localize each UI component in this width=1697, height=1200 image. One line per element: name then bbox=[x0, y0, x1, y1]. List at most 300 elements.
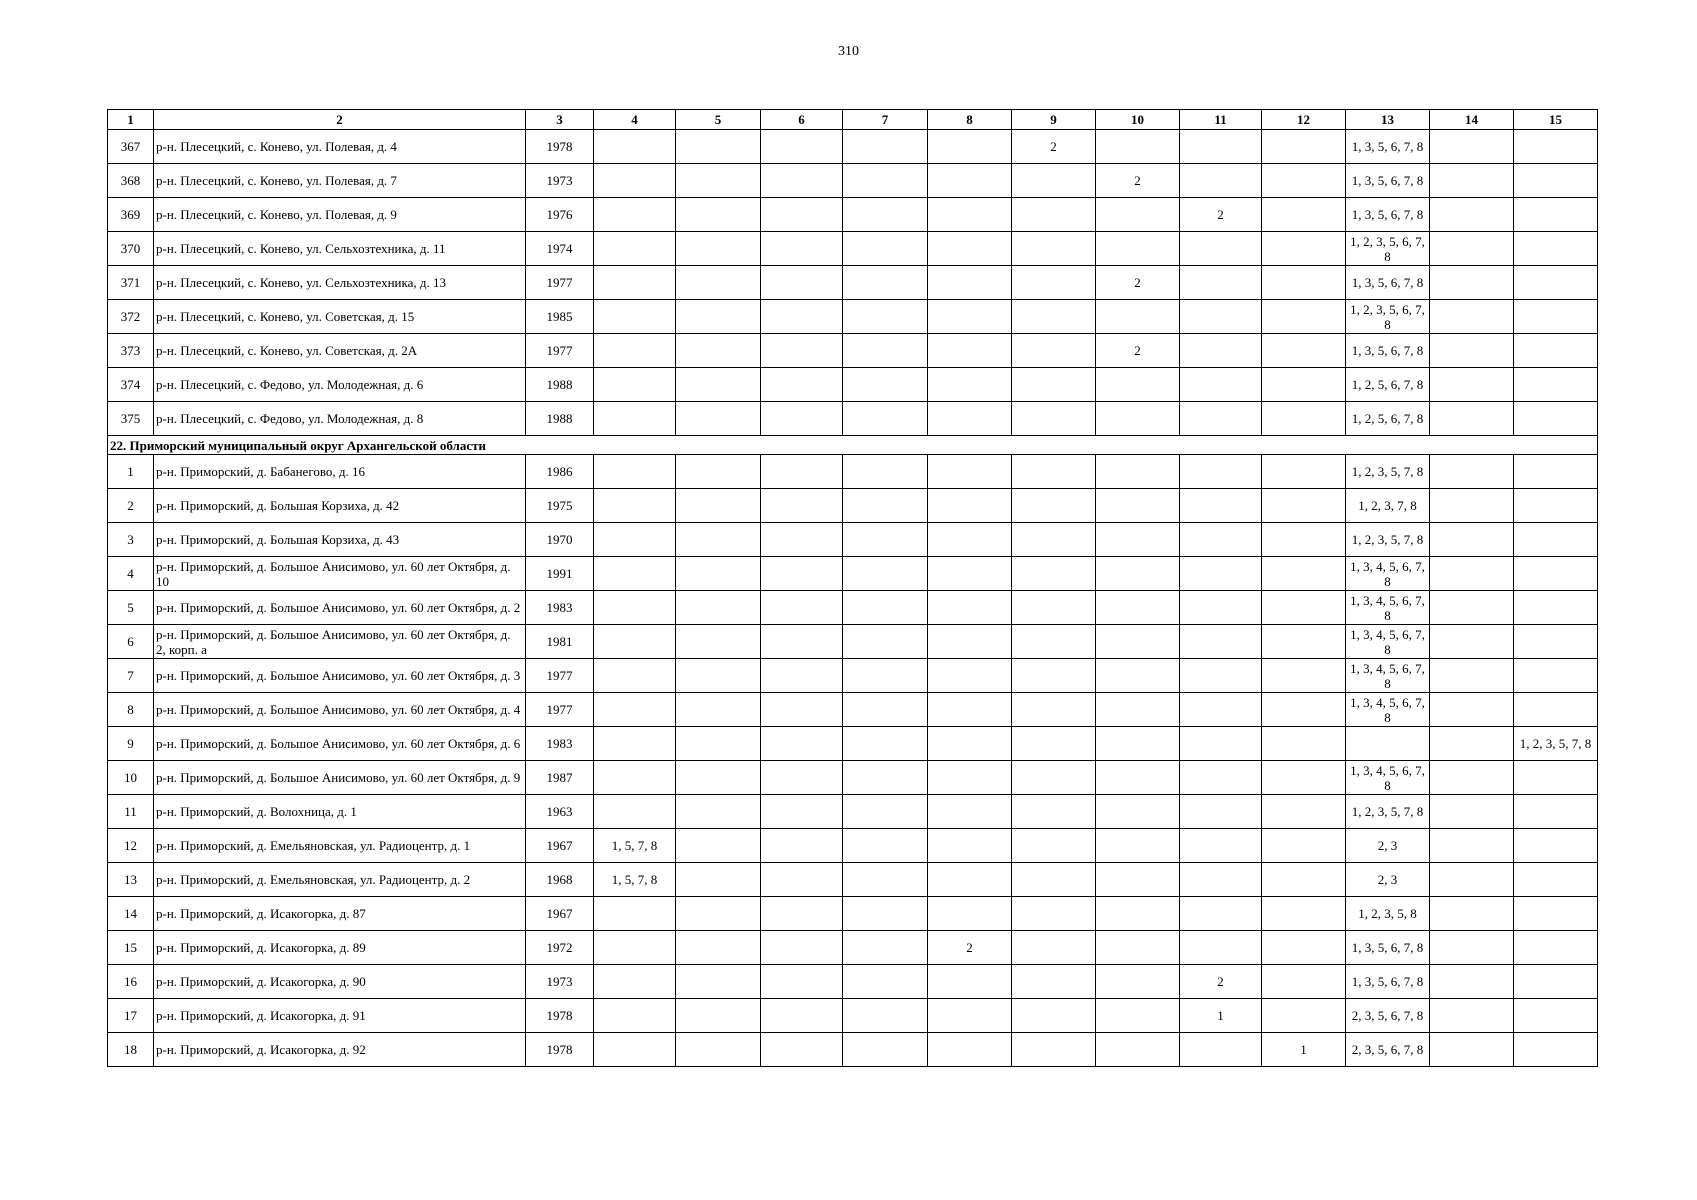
table-body bbox=[108, 130, 1598, 1067]
cell-c10 bbox=[1096, 659, 1180, 693]
cell-year: 1963 bbox=[526, 795, 594, 829]
cell-year: 1967 bbox=[526, 829, 594, 863]
cell-c15 bbox=[1514, 455, 1598, 489]
cell-year: 1968 bbox=[526, 863, 594, 897]
cell-c10 bbox=[1096, 829, 1180, 863]
cell-c6 bbox=[761, 965, 843, 999]
cell-c9 bbox=[1012, 334, 1096, 368]
table-row bbox=[108, 130, 1598, 164]
cell-c11 bbox=[1180, 164, 1262, 198]
cell-c10 bbox=[1096, 402, 1180, 436]
cell-num: 9 bbox=[108, 727, 154, 761]
cell-c4 bbox=[594, 931, 676, 965]
cell-c8 bbox=[928, 368, 1012, 402]
cell-c7 bbox=[843, 761, 928, 795]
cell-c4 bbox=[594, 130, 676, 164]
cell-c14 bbox=[1430, 829, 1514, 863]
column-header-4: 4 bbox=[594, 110, 676, 130]
cell-c15 bbox=[1514, 1033, 1598, 1067]
cell-c15 bbox=[1514, 999, 1598, 1033]
cell-c6 bbox=[761, 591, 843, 625]
cell-c8 bbox=[928, 232, 1012, 266]
cell-c10 bbox=[1096, 761, 1180, 795]
cell-c9 bbox=[1012, 455, 1096, 489]
cell-c12 bbox=[1262, 897, 1346, 931]
cell-c6 bbox=[761, 266, 843, 300]
cell-c5 bbox=[676, 266, 761, 300]
cell-c7 bbox=[843, 965, 928, 999]
cell-num: 14 bbox=[108, 897, 154, 931]
cell-c13: 1, 3, 5, 6, 7, 8 bbox=[1346, 931, 1430, 965]
cell-c4 bbox=[594, 402, 676, 436]
cell-num: 5 bbox=[108, 591, 154, 625]
cell-c14 bbox=[1430, 897, 1514, 931]
cell-address: р-н. Приморский, д. Большое Анисимово, ул. 60 лет Октября, д. 6 bbox=[154, 727, 526, 761]
cell-c6 bbox=[761, 659, 843, 693]
cell-c6 bbox=[761, 455, 843, 489]
cell-address: р-н. Приморский, д. Бабанегово, д. 16 bbox=[154, 455, 526, 489]
cell-c11 bbox=[1180, 625, 1262, 659]
cell-c5 bbox=[676, 334, 761, 368]
cell-address: р-н. Плесецкий, с. Конево, ул. Полевая, д. 4 bbox=[154, 130, 526, 164]
cell-c13: 1, 2, 3, 5, 7, 8 bbox=[1346, 795, 1430, 829]
cell-c14 bbox=[1430, 300, 1514, 334]
cell-num: 369 bbox=[108, 198, 154, 232]
cell-c14 bbox=[1430, 761, 1514, 795]
cell-c10 bbox=[1096, 693, 1180, 727]
page-number: 310 bbox=[838, 44, 859, 59]
cell-c4 bbox=[594, 300, 676, 334]
cell-c15 bbox=[1514, 897, 1598, 931]
cell-num: 2 bbox=[108, 489, 154, 523]
cell-c4 bbox=[594, 334, 676, 368]
cell-c10: 2 bbox=[1096, 334, 1180, 368]
cell-c10 bbox=[1096, 1033, 1180, 1067]
cell-c8 bbox=[928, 402, 1012, 436]
cell-c10 bbox=[1096, 625, 1180, 659]
cell-num: 17 bbox=[108, 999, 154, 1033]
cell-c5 bbox=[676, 829, 761, 863]
cell-year: 1981 bbox=[526, 625, 594, 659]
table-row bbox=[108, 402, 1598, 436]
cell-year: 1988 bbox=[526, 402, 594, 436]
cell-c12 bbox=[1262, 795, 1346, 829]
cell-c6 bbox=[761, 300, 843, 334]
cell-c5 bbox=[676, 232, 761, 266]
table-row bbox=[108, 965, 1598, 999]
cell-c6 bbox=[761, 557, 843, 591]
cell-c11 bbox=[1180, 897, 1262, 931]
cell-c7 bbox=[843, 232, 928, 266]
cell-c6 bbox=[761, 489, 843, 523]
cell-c13: 2, 3, 5, 6, 7, 8 bbox=[1346, 999, 1430, 1033]
table-row bbox=[108, 931, 1598, 965]
cell-c13: 1, 2, 3, 5, 7, 8 bbox=[1346, 523, 1430, 557]
cell-c9 bbox=[1012, 164, 1096, 198]
cell-c11: 2 bbox=[1180, 965, 1262, 999]
cell-c9 bbox=[1012, 829, 1096, 863]
cell-c9 bbox=[1012, 999, 1096, 1033]
table-row bbox=[108, 1033, 1598, 1067]
cell-c6 bbox=[761, 625, 843, 659]
column-header-15: 15 bbox=[1514, 110, 1598, 130]
cell-c5 bbox=[676, 402, 761, 436]
cell-c9 bbox=[1012, 523, 1096, 557]
cell-c10 bbox=[1096, 455, 1180, 489]
cell-c6 bbox=[761, 402, 843, 436]
cell-c12 bbox=[1262, 402, 1346, 436]
cell-address: р-н. Приморский, д. Исакогорка, д. 92 bbox=[154, 1033, 526, 1067]
cell-num: 7 bbox=[108, 659, 154, 693]
cell-c13 bbox=[1346, 727, 1430, 761]
table-row bbox=[108, 489, 1598, 523]
cell-c5 bbox=[676, 999, 761, 1033]
cell-c14 bbox=[1430, 931, 1514, 965]
cell-c4 bbox=[594, 897, 676, 931]
cell-c12 bbox=[1262, 761, 1346, 795]
cell-c6 bbox=[761, 1033, 843, 1067]
cell-c4 bbox=[594, 455, 676, 489]
cell-year: 1973 bbox=[526, 164, 594, 198]
cell-c8 bbox=[928, 266, 1012, 300]
cell-c14 bbox=[1430, 795, 1514, 829]
cell-c7 bbox=[843, 368, 928, 402]
cell-address: р-н. Приморский, д. Большая Корзиха, д. 42 bbox=[154, 489, 526, 523]
cell-c11 bbox=[1180, 557, 1262, 591]
cell-c10 bbox=[1096, 232, 1180, 266]
cell-c13: 1, 3, 4, 5, 6, 7, 8 bbox=[1346, 693, 1430, 727]
cell-c10 bbox=[1096, 489, 1180, 523]
cell-c9 bbox=[1012, 300, 1096, 334]
cell-c14 bbox=[1430, 198, 1514, 232]
cell-c15 bbox=[1514, 198, 1598, 232]
cell-year: 1978 bbox=[526, 130, 594, 164]
cell-address: р-н. Плесецкий, с. Конево, ул. Сельхозтехника, д. 13 bbox=[154, 266, 526, 300]
cell-c11 bbox=[1180, 727, 1262, 761]
cell-c15 bbox=[1514, 523, 1598, 557]
cell-c12 bbox=[1262, 266, 1346, 300]
cell-c14 bbox=[1430, 659, 1514, 693]
cell-year: 1974 bbox=[526, 232, 594, 266]
cell-c7 bbox=[843, 659, 928, 693]
cell-c5 bbox=[676, 1033, 761, 1067]
cell-c4 bbox=[594, 999, 676, 1033]
cell-num: 374 bbox=[108, 368, 154, 402]
cell-c4 bbox=[594, 489, 676, 523]
column-header-7: 7 bbox=[843, 110, 928, 130]
cell-address: р-н. Приморский, д. Емельяновская, ул. Радиоцентр, д. 2 bbox=[154, 863, 526, 897]
cell-c14 bbox=[1430, 523, 1514, 557]
cell-c5 bbox=[676, 130, 761, 164]
cell-c11 bbox=[1180, 334, 1262, 368]
cell-c14 bbox=[1430, 164, 1514, 198]
cell-c12 bbox=[1262, 232, 1346, 266]
cell-year: 1975 bbox=[526, 489, 594, 523]
cell-c11 bbox=[1180, 659, 1262, 693]
cell-c6 bbox=[761, 761, 843, 795]
cell-c11 bbox=[1180, 829, 1262, 863]
cell-c12 bbox=[1262, 999, 1346, 1033]
cell-c5 bbox=[676, 795, 761, 829]
cell-c11 bbox=[1180, 1033, 1262, 1067]
cell-c10 bbox=[1096, 130, 1180, 164]
cell-c15 bbox=[1514, 334, 1598, 368]
cell-c8 bbox=[928, 455, 1012, 489]
cell-c13: 1, 2, 5, 6, 7, 8 bbox=[1346, 368, 1430, 402]
cell-year: 1987 bbox=[526, 761, 594, 795]
cell-c15 bbox=[1514, 965, 1598, 999]
cell-num: 372 bbox=[108, 300, 154, 334]
section-title: 22. Приморский муниципальный округ Архангельской области bbox=[108, 436, 1598, 455]
cell-c4 bbox=[594, 368, 676, 402]
cell-c15 bbox=[1514, 164, 1598, 198]
cell-c10 bbox=[1096, 965, 1180, 999]
table-row bbox=[108, 727, 1598, 761]
cell-c11 bbox=[1180, 402, 1262, 436]
cell-c5 bbox=[676, 523, 761, 557]
cell-year: 1977 bbox=[526, 266, 594, 300]
cell-num: 371 bbox=[108, 266, 154, 300]
cell-num: 13 bbox=[108, 863, 154, 897]
cell-c6 bbox=[761, 829, 843, 863]
cell-c8 bbox=[928, 829, 1012, 863]
cell-year: 1970 bbox=[526, 523, 594, 557]
column-header-5: 5 bbox=[676, 110, 761, 130]
cell-c7 bbox=[843, 489, 928, 523]
cell-c11 bbox=[1180, 591, 1262, 625]
cell-c8 bbox=[928, 1033, 1012, 1067]
cell-c14 bbox=[1430, 557, 1514, 591]
column-header-14: 14 bbox=[1430, 110, 1514, 130]
cell-year: 1977 bbox=[526, 334, 594, 368]
cell-c13: 1, 2, 3, 5, 6, 7, 8 bbox=[1346, 300, 1430, 334]
cell-year: 1978 bbox=[526, 999, 594, 1033]
cell-c15 bbox=[1514, 693, 1598, 727]
cell-c9 bbox=[1012, 863, 1096, 897]
cell-c5 bbox=[676, 591, 761, 625]
cell-c9 bbox=[1012, 402, 1096, 436]
table-row bbox=[108, 625, 1598, 659]
cell-c12 bbox=[1262, 659, 1346, 693]
cell-c6 bbox=[761, 164, 843, 198]
cell-c13: 1, 3, 5, 6, 7, 8 bbox=[1346, 266, 1430, 300]
cell-year: 1978 bbox=[526, 1033, 594, 1067]
cell-c12 bbox=[1262, 198, 1346, 232]
cell-c12 bbox=[1262, 489, 1346, 523]
cell-c5 bbox=[676, 300, 761, 334]
cell-address: р-н. Плесецкий, с. Федово, ул. Молодежная, д. 8 bbox=[154, 402, 526, 436]
cell-c13: 1, 3, 5, 6, 7, 8 bbox=[1346, 164, 1430, 198]
column-header-1: 1 bbox=[108, 110, 154, 130]
cell-c5 bbox=[676, 693, 761, 727]
cell-c13: 1, 3, 4, 5, 6, 7, 8 bbox=[1346, 557, 1430, 591]
cell-address: р-н. Приморский, д. Большое Анисимово, ул. 60 лет Октября, д. 10 bbox=[154, 557, 526, 591]
cell-c9 bbox=[1012, 659, 1096, 693]
cell-c5 bbox=[676, 897, 761, 931]
cell-c12: 1 bbox=[1262, 1033, 1346, 1067]
cell-c6 bbox=[761, 863, 843, 897]
cell-c5 bbox=[676, 198, 761, 232]
cell-c12 bbox=[1262, 829, 1346, 863]
cell-address: р-н. Приморский, д. Большое Анисимово, ул. 60 лет Октября, д. 3 bbox=[154, 659, 526, 693]
table-row bbox=[108, 897, 1598, 931]
cell-num: 11 bbox=[108, 795, 154, 829]
column-header-2: 2 bbox=[154, 110, 526, 130]
table-row bbox=[108, 659, 1598, 693]
cell-c8 bbox=[928, 130, 1012, 164]
cell-c12 bbox=[1262, 625, 1346, 659]
cell-c13: 1, 3, 4, 5, 6, 7, 8 bbox=[1346, 625, 1430, 659]
cell-c10 bbox=[1096, 795, 1180, 829]
table-row bbox=[108, 591, 1598, 625]
table-row bbox=[108, 829, 1598, 863]
cell-address: р-н. Плесецкий, с. Конево, ул. Полевая, д. 7 bbox=[154, 164, 526, 198]
cell-c8 bbox=[928, 659, 1012, 693]
cell-c9 bbox=[1012, 591, 1096, 625]
cell-c15 bbox=[1514, 863, 1598, 897]
cell-c15 bbox=[1514, 232, 1598, 266]
cell-year: 1977 bbox=[526, 693, 594, 727]
cell-c4 bbox=[594, 965, 676, 999]
cell-c10 bbox=[1096, 999, 1180, 1033]
cell-c6 bbox=[761, 523, 843, 557]
cell-c5 bbox=[676, 557, 761, 591]
cell-c11 bbox=[1180, 489, 1262, 523]
cell-c10 bbox=[1096, 591, 1180, 625]
cell-c11: 2 bbox=[1180, 198, 1262, 232]
column-header-8: 8 bbox=[928, 110, 1012, 130]
cell-c8 bbox=[928, 625, 1012, 659]
cell-c6 bbox=[761, 931, 843, 965]
cell-num: 16 bbox=[108, 965, 154, 999]
cell-num: 1 bbox=[108, 455, 154, 489]
cell-num: 4 bbox=[108, 557, 154, 591]
cell-c4 bbox=[594, 625, 676, 659]
cell-c15 bbox=[1514, 761, 1598, 795]
cell-address: р-н. Приморский, д. Исакогорка, д. 89 bbox=[154, 931, 526, 965]
cell-address: р-н. Плесецкий, с. Конево, ул. Советская, д. 2А bbox=[154, 334, 526, 368]
cell-c7 bbox=[843, 863, 928, 897]
cell-c6 bbox=[761, 232, 843, 266]
section-header-row bbox=[108, 436, 1598, 455]
cell-c7 bbox=[843, 266, 928, 300]
cell-c13: 2, 3, 5, 6, 7, 8 bbox=[1346, 1033, 1430, 1067]
cell-c9 bbox=[1012, 198, 1096, 232]
cell-c15 bbox=[1514, 829, 1598, 863]
cell-address: р-н. Приморский, д. Емельяновская, ул. Радиоцентр, д. 1 bbox=[154, 829, 526, 863]
table-row bbox=[108, 795, 1598, 829]
column-header-11: 11 bbox=[1180, 110, 1262, 130]
cell-year: 1988 bbox=[526, 368, 594, 402]
cell-c7 bbox=[843, 557, 928, 591]
cell-c13: 1, 3, 4, 5, 6, 7, 8 bbox=[1346, 659, 1430, 693]
cell-c14 bbox=[1430, 266, 1514, 300]
cell-c9 bbox=[1012, 931, 1096, 965]
table-row bbox=[108, 368, 1598, 402]
cell-c7 bbox=[843, 455, 928, 489]
cell-year: 1977 bbox=[526, 659, 594, 693]
table-row bbox=[108, 455, 1598, 489]
cell-c12 bbox=[1262, 863, 1346, 897]
cell-c12 bbox=[1262, 164, 1346, 198]
cell-c11 bbox=[1180, 232, 1262, 266]
cell-c7 bbox=[843, 164, 928, 198]
cell-c11 bbox=[1180, 130, 1262, 164]
cell-c12 bbox=[1262, 965, 1346, 999]
table-row bbox=[108, 523, 1598, 557]
cell-c8 bbox=[928, 897, 1012, 931]
cell-num: 3 bbox=[108, 523, 154, 557]
cell-c10 bbox=[1096, 198, 1180, 232]
cell-c12 bbox=[1262, 727, 1346, 761]
cell-c14 bbox=[1430, 863, 1514, 897]
cell-num: 368 bbox=[108, 164, 154, 198]
cell-c4 bbox=[594, 591, 676, 625]
cell-c7 bbox=[843, 402, 928, 436]
cell-c13: 1, 3, 5, 6, 7, 8 bbox=[1346, 130, 1430, 164]
cell-c10 bbox=[1096, 368, 1180, 402]
table-row bbox=[108, 761, 1598, 795]
cell-c5 bbox=[676, 659, 761, 693]
cell-c11 bbox=[1180, 523, 1262, 557]
cell-c15 bbox=[1514, 659, 1598, 693]
cell-c7 bbox=[843, 931, 928, 965]
table-row bbox=[108, 863, 1598, 897]
cell-c12 bbox=[1262, 334, 1346, 368]
cell-c15 bbox=[1514, 402, 1598, 436]
cell-c12 bbox=[1262, 300, 1346, 334]
cell-c15 bbox=[1514, 300, 1598, 334]
cell-year: 1983 bbox=[526, 591, 594, 625]
cell-c6 bbox=[761, 897, 843, 931]
cell-c12 bbox=[1262, 693, 1346, 727]
cell-c13: 1, 2, 3, 5, 6, 7, 8 bbox=[1346, 232, 1430, 266]
cell-c7 bbox=[843, 999, 928, 1033]
table-row bbox=[108, 557, 1598, 591]
table-row bbox=[108, 300, 1598, 334]
cell-c6 bbox=[761, 198, 843, 232]
cell-address: р-н. Приморский, д. Большая Корзиха, д. 43 bbox=[154, 523, 526, 557]
column-header-9: 9 bbox=[1012, 110, 1096, 130]
cell-c7 bbox=[843, 795, 928, 829]
cell-c11: 1 bbox=[1180, 999, 1262, 1033]
column-header-10: 10 bbox=[1096, 110, 1180, 130]
column-header-13: 13 bbox=[1346, 110, 1430, 130]
cell-c12 bbox=[1262, 931, 1346, 965]
cell-year: 1967 bbox=[526, 897, 594, 931]
cell-c11 bbox=[1180, 455, 1262, 489]
cell-c7 bbox=[843, 334, 928, 368]
cell-c8 bbox=[928, 164, 1012, 198]
cell-c14 bbox=[1430, 334, 1514, 368]
cell-c7 bbox=[843, 1033, 928, 1067]
cell-address: р-н. Плесецкий, с. Конево, ул. Полевая, д. 9 bbox=[154, 198, 526, 232]
cell-c13: 1, 2, 3, 5, 7, 8 bbox=[1346, 455, 1430, 489]
cell-c10 bbox=[1096, 523, 1180, 557]
table-row bbox=[108, 999, 1598, 1033]
cell-c7 bbox=[843, 198, 928, 232]
cell-c6 bbox=[761, 130, 843, 164]
cell-c8: 2 bbox=[928, 931, 1012, 965]
cell-num: 367 bbox=[108, 130, 154, 164]
cell-c10 bbox=[1096, 727, 1180, 761]
cell-c10 bbox=[1096, 931, 1180, 965]
cell-c4 bbox=[594, 198, 676, 232]
cell-c7 bbox=[843, 625, 928, 659]
cell-c15 bbox=[1514, 557, 1598, 591]
cell-c15 bbox=[1514, 795, 1598, 829]
cell-address: р-н. Приморский, д. Исакогорка, д. 90 bbox=[154, 965, 526, 999]
